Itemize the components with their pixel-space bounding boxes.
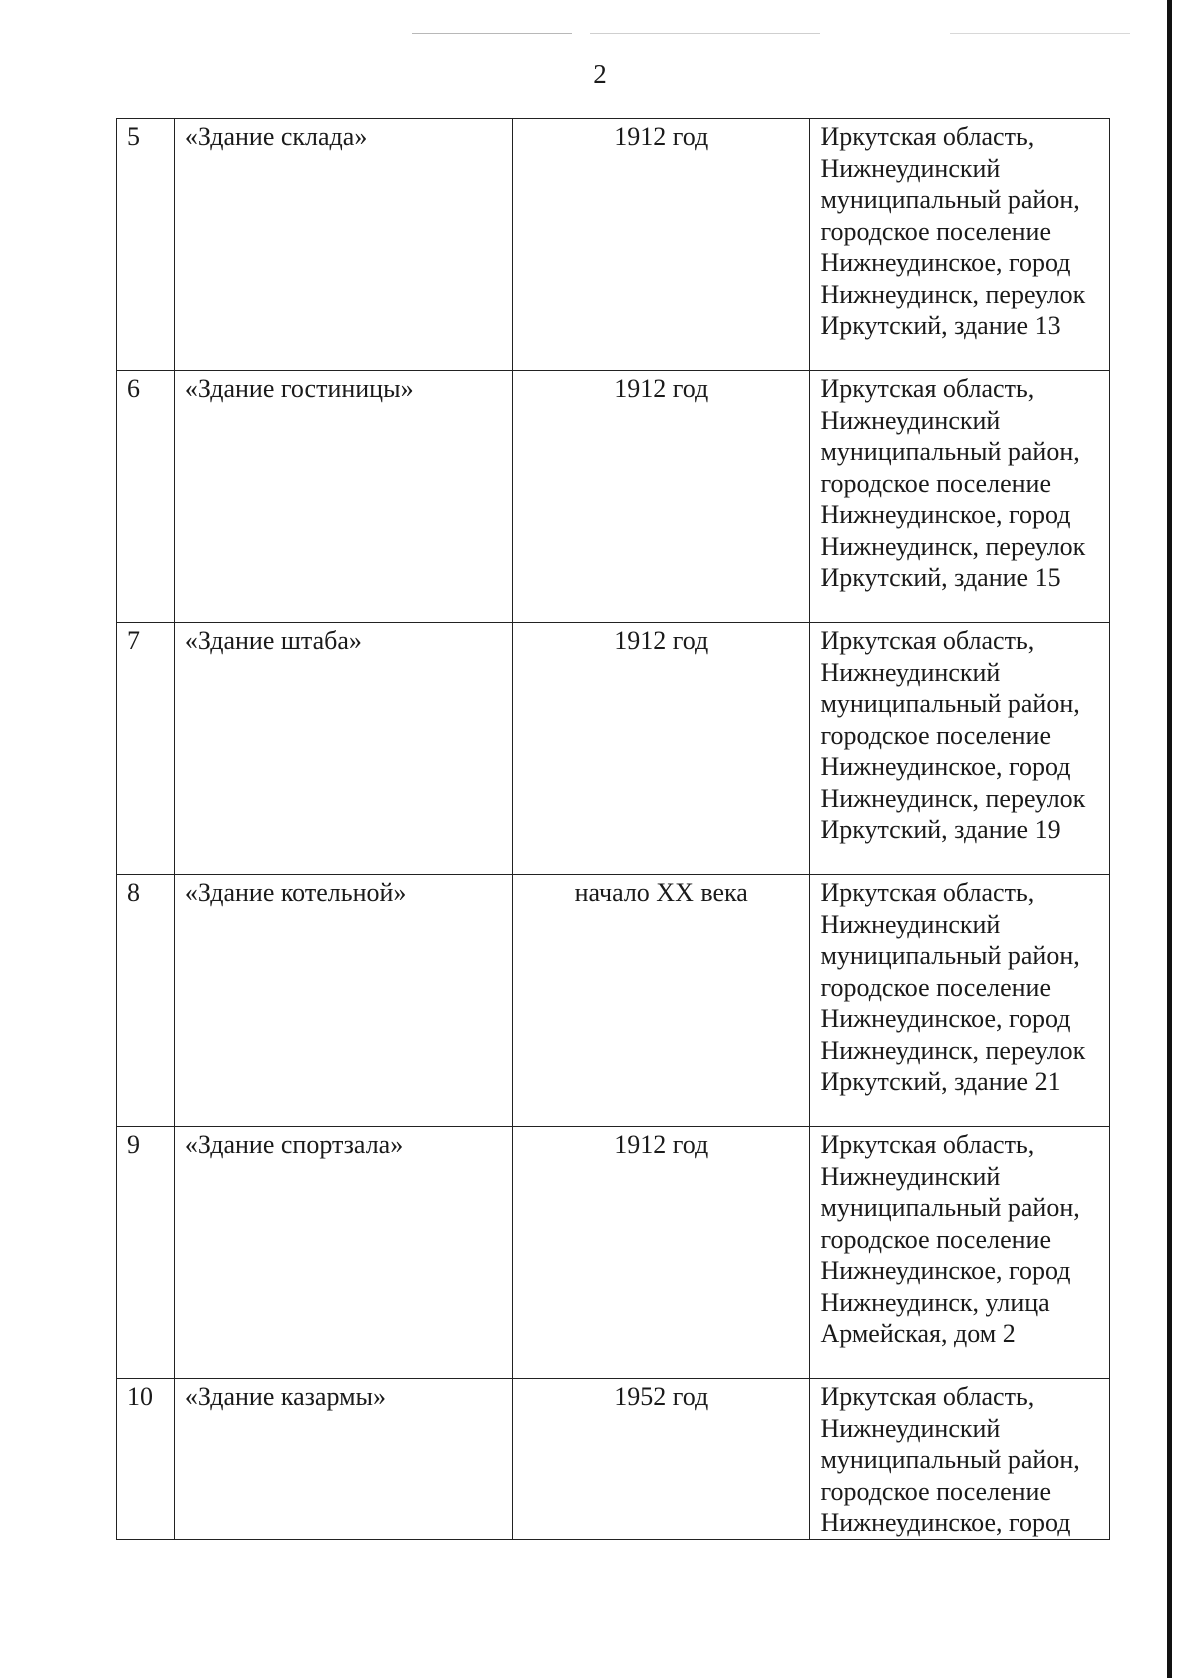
object-name: «Здание гостиницы» <box>174 371 512 623</box>
address-line: Нижнеудинский <box>820 1161 1001 1191</box>
object-name: «Здание спортзала» <box>174 1127 512 1379</box>
address-line: Нижнеудинский <box>820 909 1001 939</box>
address-line: Нижнеудинское, город <box>820 1508 1071 1537</box>
address-line: Нижнеудинский <box>820 153 1001 183</box>
table-row <box>117 875 1110 1127</box>
row-number: 7 <box>117 623 175 875</box>
object-name: «Здание котельной» <box>174 875 512 1127</box>
address-line: Нижнеудинск, переулок <box>820 531 1086 561</box>
address-line: Нижнеудинский <box>820 1413 1001 1443</box>
object-date: 1952 год <box>512 1379 809 1540</box>
object-address <box>810 623 1110 875</box>
row-number: 6 <box>117 371 175 623</box>
table-row <box>117 371 1110 623</box>
object-name: «Здание штаба» <box>174 623 512 875</box>
object-address <box>810 371 1110 623</box>
table-row <box>117 623 1110 875</box>
object-address <box>810 1127 1110 1379</box>
address-line: муниципальный район, <box>820 437 1080 466</box>
scan-artifact <box>590 33 820 34</box>
address-line: Иркутская область, <box>820 1382 1035 1411</box>
address-line: Нижнеудинск, переулок <box>820 1035 1086 1065</box>
address-line: муниципальный район, <box>820 689 1080 718</box>
address-line: муниципальный район, <box>820 1445 1080 1474</box>
address-line: муниципальный район, <box>820 1193 1080 1222</box>
object-date: 1912 год <box>512 119 809 371</box>
object-address <box>810 119 1110 371</box>
address-line: Нижнеудинское, город <box>820 752 1071 781</box>
row-number: 9 <box>117 1127 175 1379</box>
address-line: городское поселение <box>820 720 1051 750</box>
address-line: Нижнеудинское, город <box>820 500 1071 529</box>
address-line: Нижнеудинское, город <box>820 248 1071 277</box>
address-line: Иркутский, здание 19 <box>820 815 1061 844</box>
table-row <box>117 1127 1110 1379</box>
table-row <box>117 1379 1110 1540</box>
page-number: 2 <box>593 59 607 89</box>
object-date: начало XX века <box>512 875 809 1127</box>
address-line: Нижнеудинск, улица <box>820 1287 1050 1317</box>
address-line: Иркутская область, <box>820 122 1035 151</box>
address-line: Иркутский, здание 15 <box>820 563 1061 592</box>
address-line: городское поселение <box>820 216 1051 246</box>
object-address <box>810 1379 1110 1540</box>
address-line: Иркутский, здание 13 <box>820 311 1061 340</box>
address-line: Иркутская область, <box>820 1130 1035 1159</box>
heritage-objects-table <box>116 118 1110 1540</box>
address-line: городское поселение <box>820 972 1051 1002</box>
scan-artifact <box>412 33 572 34</box>
address-line: Иркутская область, <box>820 626 1035 655</box>
address-line: Иркутская область, <box>820 878 1035 907</box>
address-line: Иркутская область, <box>820 374 1035 403</box>
address-line: Нижнеудинский <box>820 657 1001 687</box>
object-name: «Здание склада» <box>174 119 512 371</box>
table-body <box>117 119 1110 1540</box>
object-date: 1912 год <box>512 371 809 623</box>
address-line: Нижнеудинское, город <box>820 1256 1071 1285</box>
object-date: 1912 год <box>512 623 809 875</box>
page-edge <box>1167 0 1172 1678</box>
address-line: городское поселение <box>820 1476 1051 1506</box>
row-number: 8 <box>117 875 175 1127</box>
address-line: Армейская, дом 2 <box>820 1319 1016 1348</box>
object-address <box>810 875 1110 1127</box>
address-line: Иркутский, здание 21 <box>820 1067 1061 1096</box>
object-date: 1912 год <box>512 1127 809 1379</box>
object-name: «Здание казармы» <box>174 1379 512 1540</box>
table-row <box>117 119 1110 371</box>
address-line: Нижнеудинское, город <box>820 1004 1071 1033</box>
address-line: муниципальный район, <box>820 185 1080 214</box>
address-line: городское поселение <box>820 1224 1051 1254</box>
address-line: Нижнеудинский <box>820 405 1001 435</box>
address-line: Нижнеудинск, переулок <box>820 783 1086 813</box>
address-line: муниципальный район, <box>820 941 1080 970</box>
address-line: Нижнеудинск, переулок <box>820 279 1086 309</box>
row-number: 5 <box>117 119 175 371</box>
row-number: 10 <box>117 1379 175 1540</box>
address-line: городское поселение <box>820 468 1051 498</box>
scan-artifact <box>950 33 1130 34</box>
